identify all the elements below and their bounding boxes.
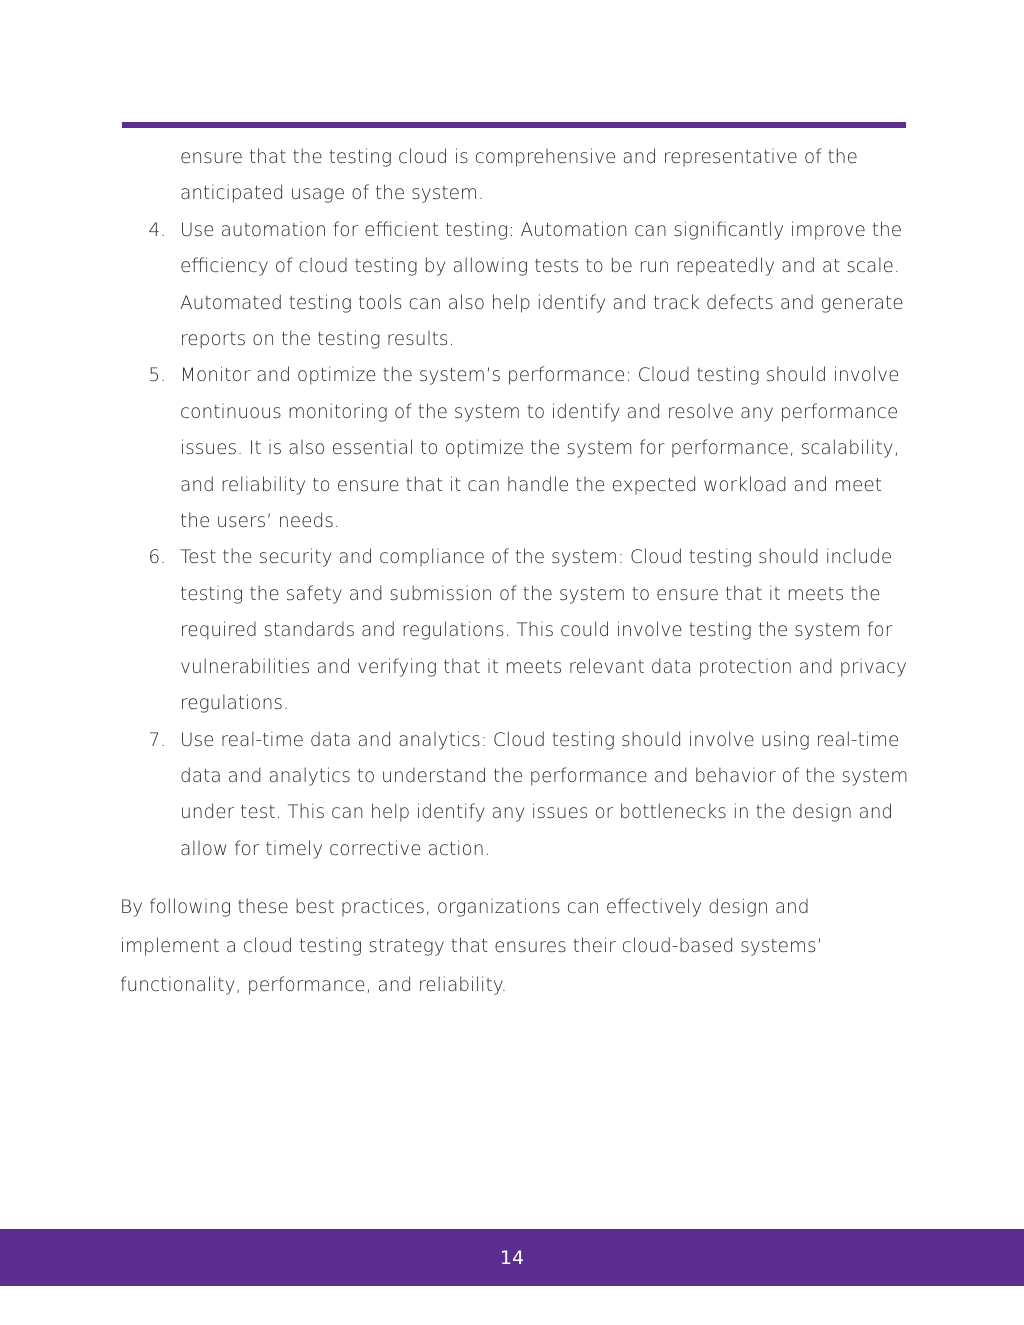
list-item [120, 723, 910, 869]
list-item-text: Test the security and compliance of the system: Cloud testing should include testing the safety and submission of the system to ensure that it meets the required standards and regulations. This could involve testing the system for vulnerabilities and verifying that it meets relevant data protection and privacy regulations. [180, 547, 908, 715]
list-item-number: 5. [148, 365, 166, 387]
list-item [120, 213, 910, 359]
list-item-text: Monitor and optimize the system’s performance: Cloud testing should involve continuous monitoring of the system to identify and resolve any performance issues. It is also essential to optimize the system for performance, scalability, and reliability to ensure that it can handle the expected workload and meet the users’ needs. [180, 365, 900, 533]
list-item-number: 7. [148, 729, 166, 751]
closing-paragraph: By following these best practices, organizations can effectively design and implement a cloud testing strategy that ensures their cloud-based systems’ functionality, performance, and reliability. [120, 897, 823, 997]
page-number: 14 [499, 1246, 525, 1269]
footer-band [0, 1229, 1024, 1286]
header-rule [122, 122, 906, 128]
list-item-text: Use automation for efficient testing: Automation can significantly improve the efficiency of cloud testing by allowing tests to be run repeatedly and at scale. Automated testing tools can also help identify and track defects and generate reports on the testing results. [180, 219, 904, 351]
list-item-text: Use real-time data and analytics: Cloud testing should involve using real-time data and analytics to understand the performance and behavior of the system under test. This can help identify any issues or bottlenecks in the design and allow for timely corrective action. [180, 729, 909, 860]
best-practices-list [120, 213, 910, 868]
page-content [120, 140, 910, 1005]
continued-list-text: ensure that the testing cloud is comprehensive and representative of the anticipated usage of the system. [180, 147, 858, 205]
list-item-number: 6. [148, 547, 166, 569]
list-item [120, 358, 910, 540]
list-item-number: 4. [148, 219, 166, 241]
list-item [120, 540, 910, 722]
